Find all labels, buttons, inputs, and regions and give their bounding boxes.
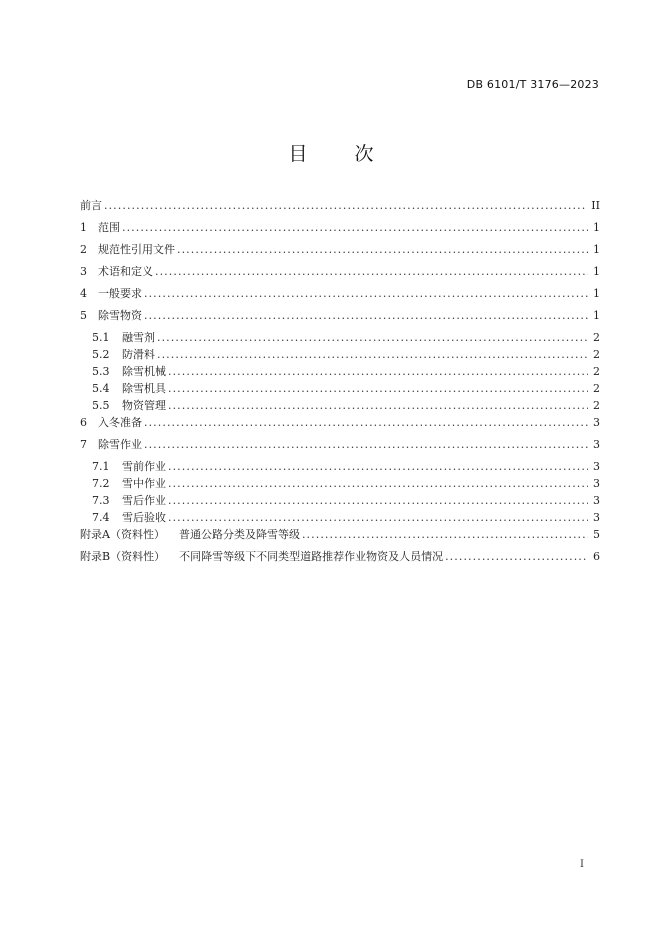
toc-entry-number: 附录B（资料性） xyxy=(80,550,166,563)
toc-entry-page: 2 xyxy=(593,399,600,412)
toc-entry-page: 5 xyxy=(593,528,600,541)
table-of-contents xyxy=(80,200,600,573)
toc-entry[interactable] xyxy=(80,288,600,300)
toc-leader-dots xyxy=(144,417,588,429)
toc-entry-label: 融雪剂 xyxy=(122,331,155,344)
toc-entry-label: 规范性引用文件 xyxy=(98,243,175,256)
toc-entry-label: 雪中作业 xyxy=(122,477,166,490)
toc-entry-label: 物资管理 xyxy=(122,399,166,412)
toc-entry-number: 4 xyxy=(80,287,87,300)
toc-entry-label: 防滑料 xyxy=(122,348,155,361)
toc-leader-dots xyxy=(445,551,588,563)
toc-entry[interactable] xyxy=(80,461,600,473)
toc-entry-number: 5.2 xyxy=(92,348,110,361)
toc-entry-page: 3 xyxy=(593,511,600,524)
toc-entry[interactable] xyxy=(80,200,600,212)
toc-entry-number: 6 xyxy=(80,416,87,429)
toc-leader-dots xyxy=(168,366,588,378)
toc-leader-dots xyxy=(155,266,588,278)
toc-entry-label: 入冬准备 xyxy=(98,416,142,429)
toc-entry-label: 雪后作业 xyxy=(122,494,166,507)
toc-entry-number: 7 xyxy=(80,438,87,451)
toc-entry-label: 术语和定义 xyxy=(98,265,153,278)
toc-leader-dots xyxy=(122,222,588,234)
toc-entry-page: 1 xyxy=(593,287,600,300)
toc-entry-page: 2 xyxy=(593,331,600,344)
toc-entry-number: 1 xyxy=(80,221,87,234)
toc-leader-dots xyxy=(168,495,588,507)
toc-entry[interactable] xyxy=(80,478,600,490)
toc-leader-dots xyxy=(144,310,588,322)
toc-leader-dots xyxy=(168,461,588,473)
toc-entry[interactable] xyxy=(80,512,600,524)
toc-entry-page: 3 xyxy=(593,416,600,429)
toc-entry-number: 3 xyxy=(80,265,87,278)
toc-leader-dots xyxy=(104,200,587,212)
toc-leader-dots xyxy=(168,512,588,524)
toc-entry-page: 6 xyxy=(593,550,600,563)
toc-entry[interactable] xyxy=(80,495,600,507)
toc-entry-number: 5.5 xyxy=(92,399,110,412)
toc-entry-page: 1 xyxy=(593,243,600,256)
toc-entry-page: 2 xyxy=(593,365,600,378)
toc-entry-page: 3 xyxy=(593,477,600,490)
toc-leader-dots xyxy=(157,349,588,361)
toc-entry-label: 除雪物资 xyxy=(98,309,142,322)
toc-entry-number: 2 xyxy=(80,243,87,256)
toc-entry[interactable] xyxy=(80,366,600,378)
toc-entry-label: 范围 xyxy=(98,221,120,234)
toc-entry-page: 2 xyxy=(593,382,600,395)
toc-entry-label: 除雪作业 xyxy=(98,438,142,451)
toc-leader-dots xyxy=(144,439,588,451)
toc-entry[interactable] xyxy=(80,332,600,344)
toc-entry-page: II xyxy=(591,199,600,212)
toc-entry[interactable] xyxy=(80,222,600,234)
toc-entry-label: 雪后验收 xyxy=(122,511,166,524)
toc-entry[interactable] xyxy=(80,417,600,429)
standard-code: DB 6101/T 3176—2023 xyxy=(466,78,599,91)
toc-entry[interactable] xyxy=(80,439,600,451)
toc-entry[interactable] xyxy=(80,383,600,395)
toc-entry-number: 5.4 xyxy=(92,382,110,395)
toc-entry[interactable] xyxy=(80,266,600,278)
toc-entry-label: 不同降雪等级下不同类型道路推荐作业物资及人员情况 xyxy=(179,550,444,563)
toc-entry-page: 1 xyxy=(593,221,600,234)
toc-entry-page: 3 xyxy=(593,494,600,507)
toc-leader-dots xyxy=(302,529,588,541)
toc-entry-label: 一般要求 xyxy=(98,287,142,300)
toc-entry-number: 7.3 xyxy=(92,494,110,507)
toc-leader-dots xyxy=(157,332,588,344)
toc-leader-dots xyxy=(177,244,588,256)
toc-entry[interactable] xyxy=(80,244,600,256)
toc-entry-page: 3 xyxy=(593,460,600,473)
toc-entry[interactable] xyxy=(80,551,600,563)
toc-leader-dots xyxy=(144,288,588,300)
toc-entry-page: 1 xyxy=(593,265,600,278)
toc-entry-number: 5.1 xyxy=(92,331,110,344)
page-title: 目 次 xyxy=(288,143,388,165)
toc-entry[interactable] xyxy=(80,529,600,541)
toc-entry-label: 除雪机具 xyxy=(122,382,166,395)
toc-entry-number: 5.3 xyxy=(92,365,110,378)
toc-entry[interactable] xyxy=(80,349,600,361)
toc-entry-number: 7.4 xyxy=(92,511,110,524)
toc-entry-number: 附录A（资料性） xyxy=(80,528,165,541)
toc-entry[interactable] xyxy=(80,400,600,412)
toc-entry[interactable] xyxy=(80,310,600,322)
toc-entry-page: 1 xyxy=(593,309,600,322)
toc-entry-page: 3 xyxy=(593,438,600,451)
toc-entry-page: 2 xyxy=(593,348,600,361)
toc-leader-dots xyxy=(168,400,588,412)
toc-entry-label: 前言 xyxy=(80,199,102,212)
toc-entry-number: 7.2 xyxy=(92,477,110,490)
toc-entry-number: 5 xyxy=(80,309,87,322)
toc-leader-dots xyxy=(168,478,588,490)
toc-entry-number: 7.1 xyxy=(92,460,110,473)
toc-entry-label: 普通公路分类及降雪等级 xyxy=(178,528,300,541)
toc-entry-label: 除雪机械 xyxy=(122,365,166,378)
toc-leader-dots xyxy=(168,383,588,395)
toc-entry-label: 雪前作业 xyxy=(122,460,166,473)
page-number: I xyxy=(580,859,584,870)
